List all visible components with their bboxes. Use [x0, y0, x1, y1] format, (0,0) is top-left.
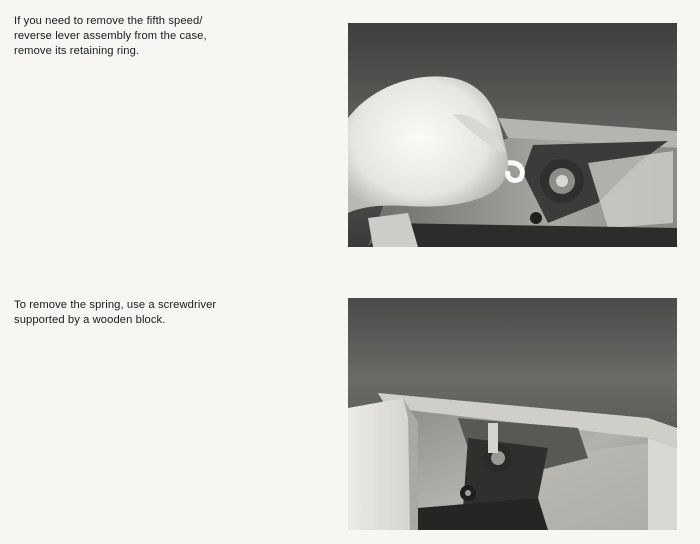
spring-removal-image: [348, 298, 677, 530]
step-1-line-2: reverse lever assembly from the case,: [14, 30, 207, 42]
retaining-ring-removal-image: [348, 23, 677, 247]
step-1-line-1: If you need to remove the fifth speed/: [14, 15, 203, 27]
step-2-line-1: To remove the spring, use a screwdriver: [14, 299, 217, 311]
step-1-text: [14, 14, 314, 59]
step-2-photo: [348, 298, 677, 530]
step-2-text: [14, 298, 314, 328]
step-1-line-3: remove its retaining ring.: [14, 45, 140, 57]
step-2-line-2: supported by a wooden block.: [14, 314, 166, 326]
step-1-photo: [348, 23, 677, 247]
